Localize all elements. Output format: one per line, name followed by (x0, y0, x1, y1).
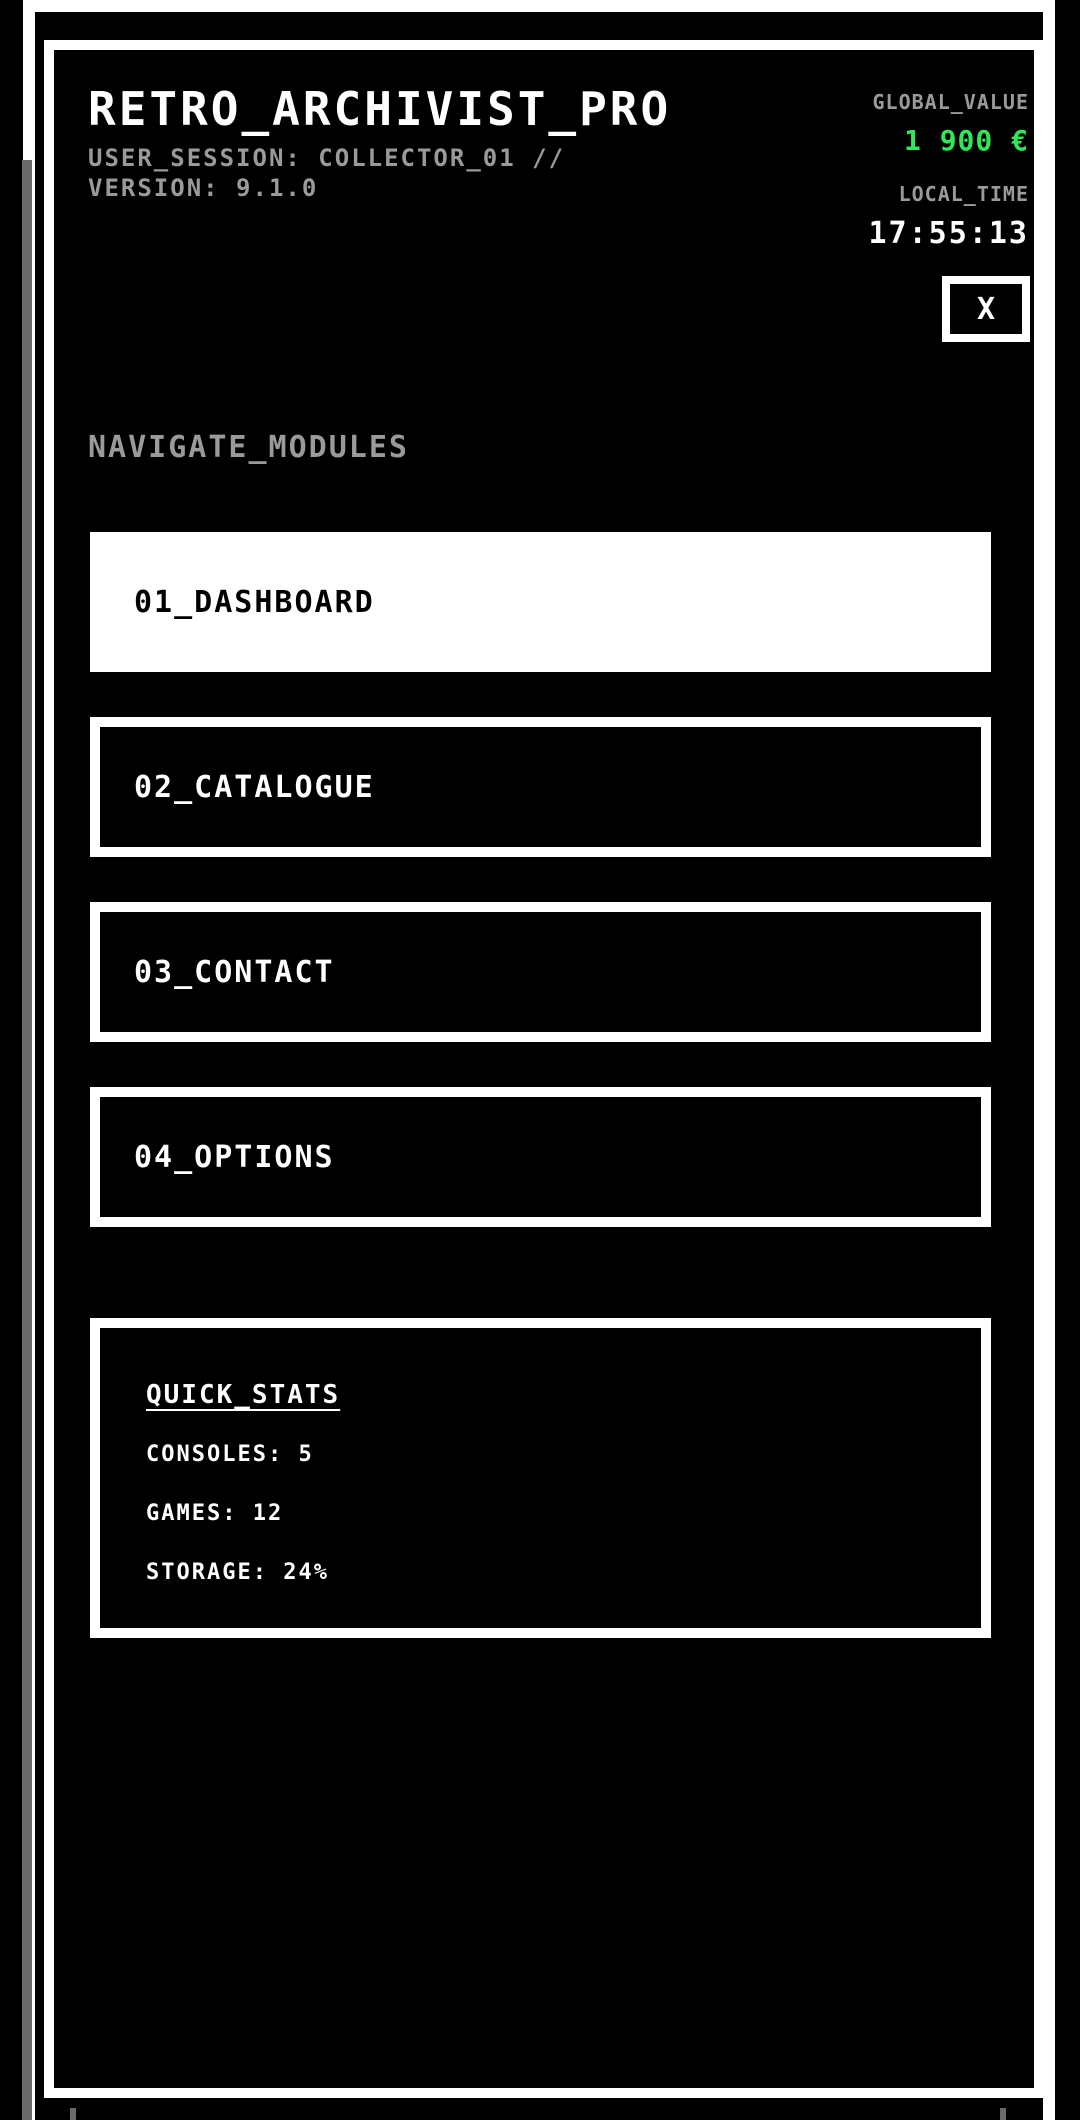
local-time-label: LOCAL_TIME (898, 182, 1029, 206)
close-menu-button[interactable] (942, 276, 1030, 342)
global-value: 1 900 € (903, 124, 1029, 157)
stat-storage: STORAGE: 24% (146, 1560, 329, 1585)
quick-stats-title: QUICK_STATS (146, 1380, 341, 1410)
decorative-tick (70, 2108, 76, 2120)
nav-item-dashboard[interactable] (90, 532, 991, 672)
app-title: RETRO_ARCHIVIST_PRO (88, 82, 672, 136)
nav-section-heading: NAVIGATE_MODULES (88, 430, 409, 465)
background-window-shadow (22, 160, 32, 2120)
nav-item-contact[interactable] (90, 902, 991, 1042)
close-icon: X (976, 291, 996, 327)
local-time-value: 17:55:13 (868, 216, 1029, 251)
user-session-text: USER_SESSION: COLLECTOR_01 // (88, 144, 566, 172)
nav-item-label: 02_CATALOGUE (134, 769, 375, 805)
version-text: VERSION: 9.1.0 (88, 174, 319, 202)
decorative-tick (1000, 2108, 1006, 2120)
stat-consoles: CONSOLES: 5 (146, 1442, 314, 1467)
navigation-drawer (44, 40, 1044, 2098)
stat-games: GAMES: 12 (146, 1501, 284, 1526)
nav-item-label: 03_CONTACT (134, 954, 335, 990)
global-value-label: GLOBAL_VALUE (872, 90, 1029, 114)
nav-item-label: 04_OPTIONS (134, 1139, 335, 1175)
quick-stats-panel (90, 1318, 991, 1638)
nav-item-label: 01_DASHBOARD (134, 584, 375, 620)
nav-item-options[interactable] (90, 1087, 991, 1227)
nav-item-catalogue[interactable] (90, 717, 991, 857)
